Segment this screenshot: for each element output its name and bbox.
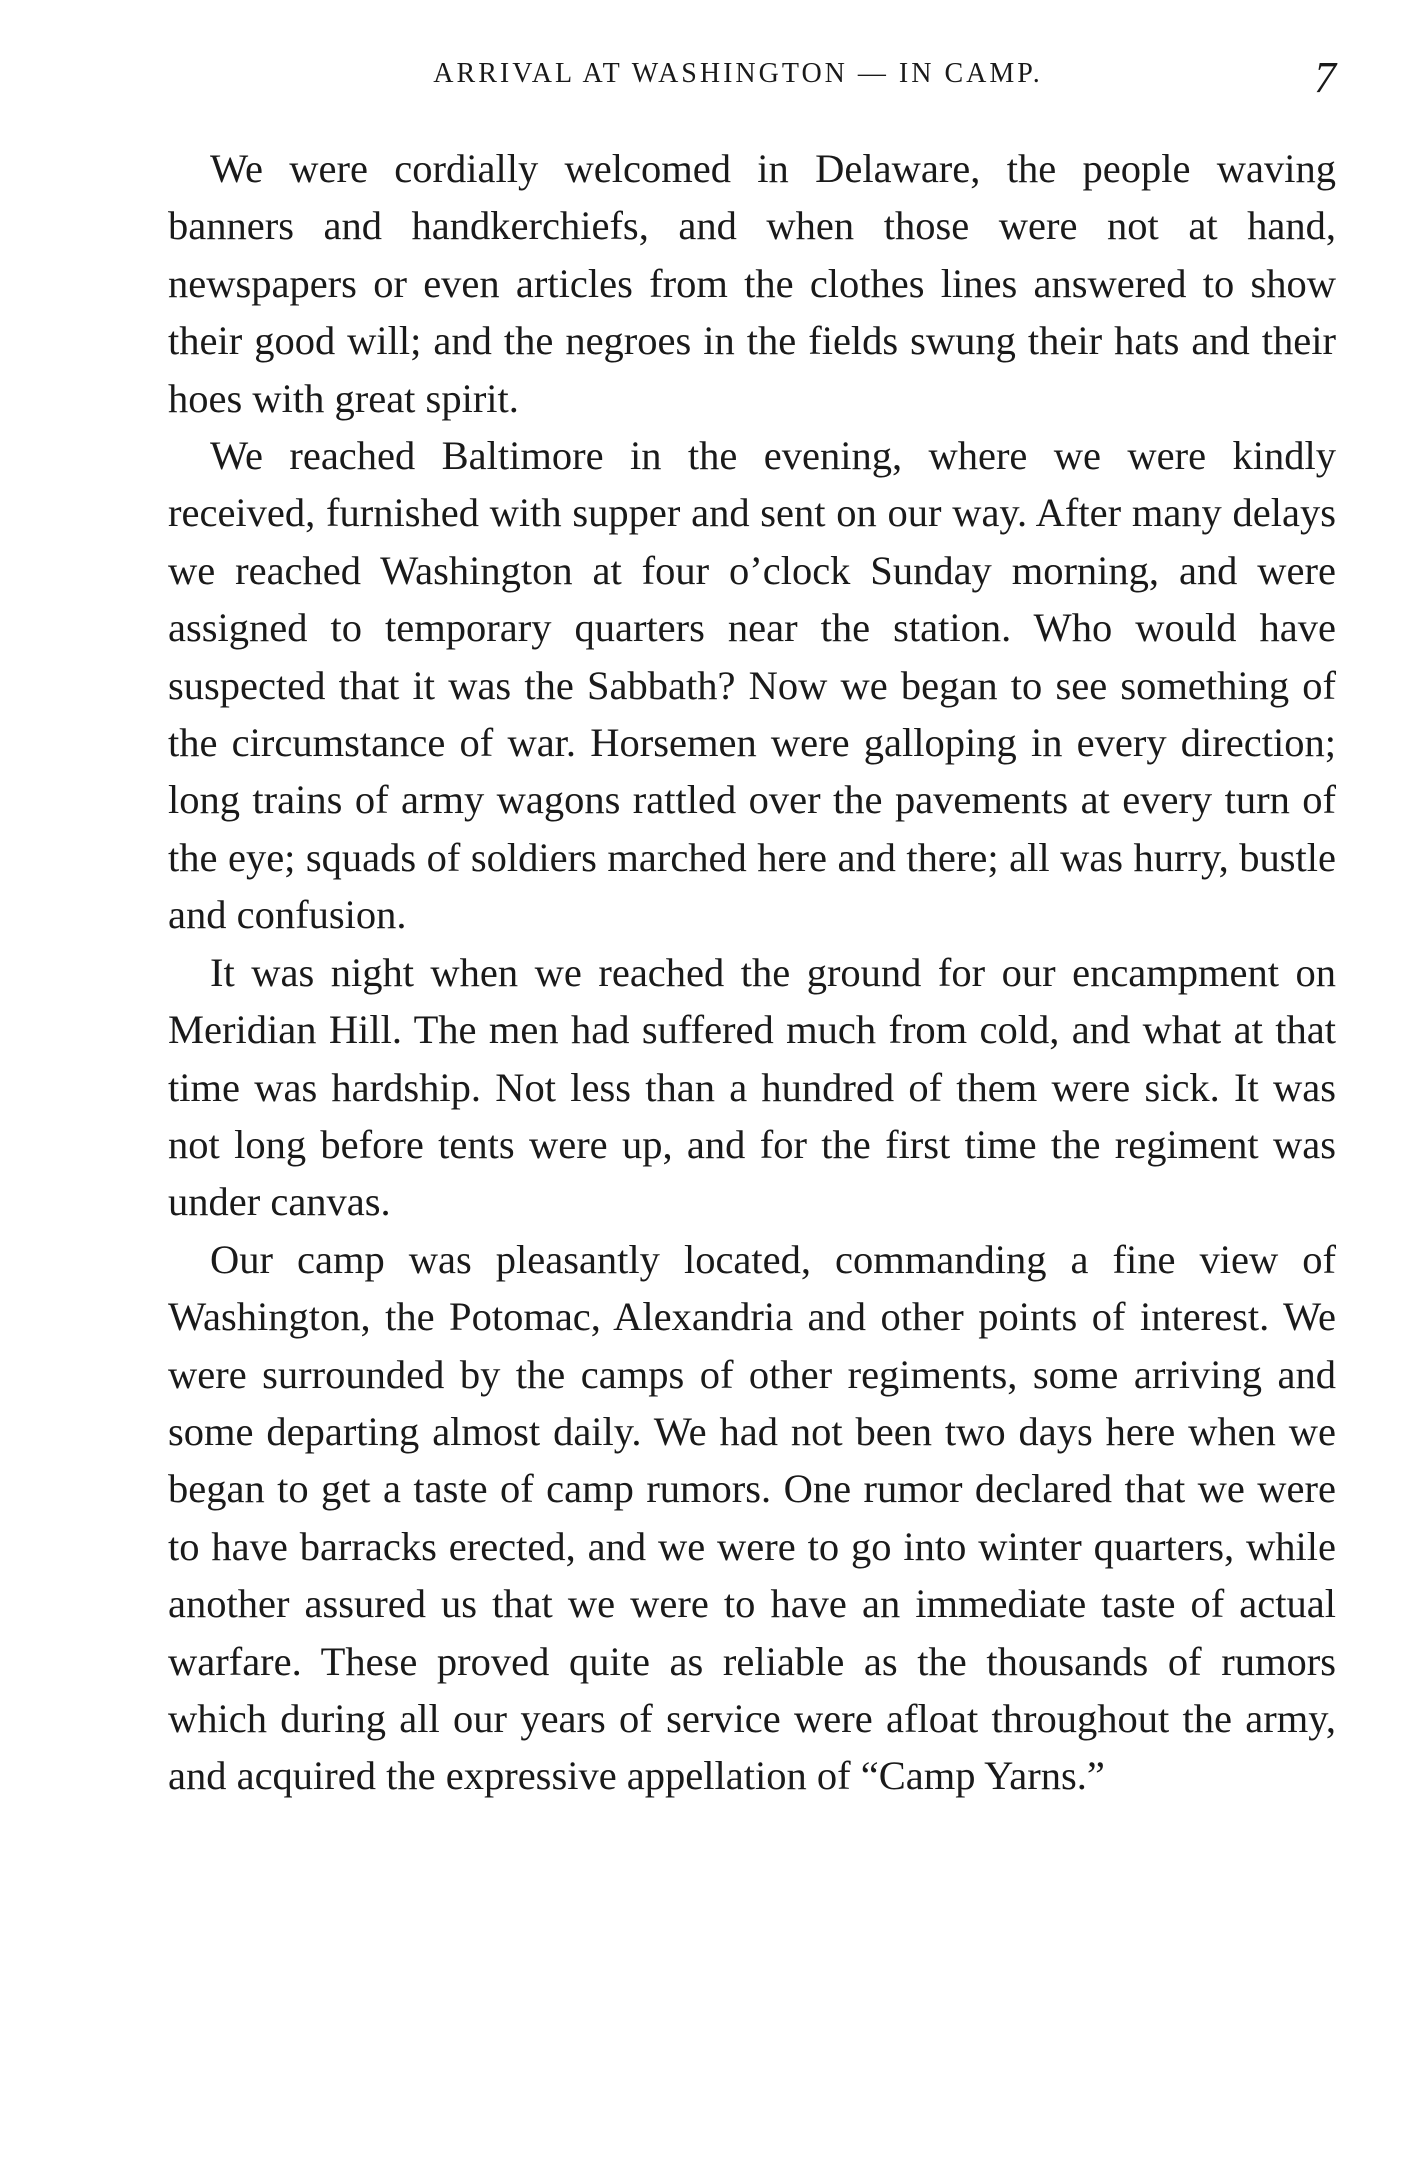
running-title: ARRIVAL AT WASHINGTON — IN CAMP. [433,58,1043,89]
paragraph-camp-rumors: Our camp was pleasantly located, commanding a fine view of Washington, the Potomac, Alexandria and other points of interest. We were surrounded by the camps of other regiments, some arriving and some departing almost daily. We had not been two days here when we began to get a taste of camp rumors. One rumor declared that we were to have barracks erected, and we were to go into winter quarters, while another assured us that we were to have an immediate taste of actual warfare. These proved quite as reliable as the thousands of rumors which during all our years of service were afloat throughout the army, and acquired the expressive appellation of “Camp Yarns.” [168,1236,1336,1799]
body-text [168,140,1336,1805]
paragraph-meridian-hill: It was night when we reached the ground for our encampment on Meridian Hill. The men had suffered much from cold, and what at that time was hardship. Not less than a hundred of them were sick. It was not long before tents were up, and for the first time the regiment was under canvas. [168,949,1336,1225]
page-number: 7 [1314,53,1336,102]
paragraph-arrival-washington: We reached Baltimore in the evening, where we were kindly received, furnished with supper and sent on our way. After many delays we reached Washington at four o’clock Sunday morning, and were assigned to temporary quarters near the station. Who would have suspected that it was the Sabbath? Now we began to see something of the circumstance of war. Horsemen were galloping in every direction; long trains of army wagons rattled over the pavements at every turn of the eye; squads of soldiers marched here and there; all was hurry, bustle and confusion. [168,433,1336,938]
paragraph-delaware-welcome: We were cordially welcomed in Delaware, the people waving banners and handkerchiefs, and when those were not at hand, newspapers or even articles from the clothes lines answered to show their good will; and the negroes in the fields swung their hats and their hoes with great spirit. [168,146,1336,421]
running-head [168,52,1336,108]
